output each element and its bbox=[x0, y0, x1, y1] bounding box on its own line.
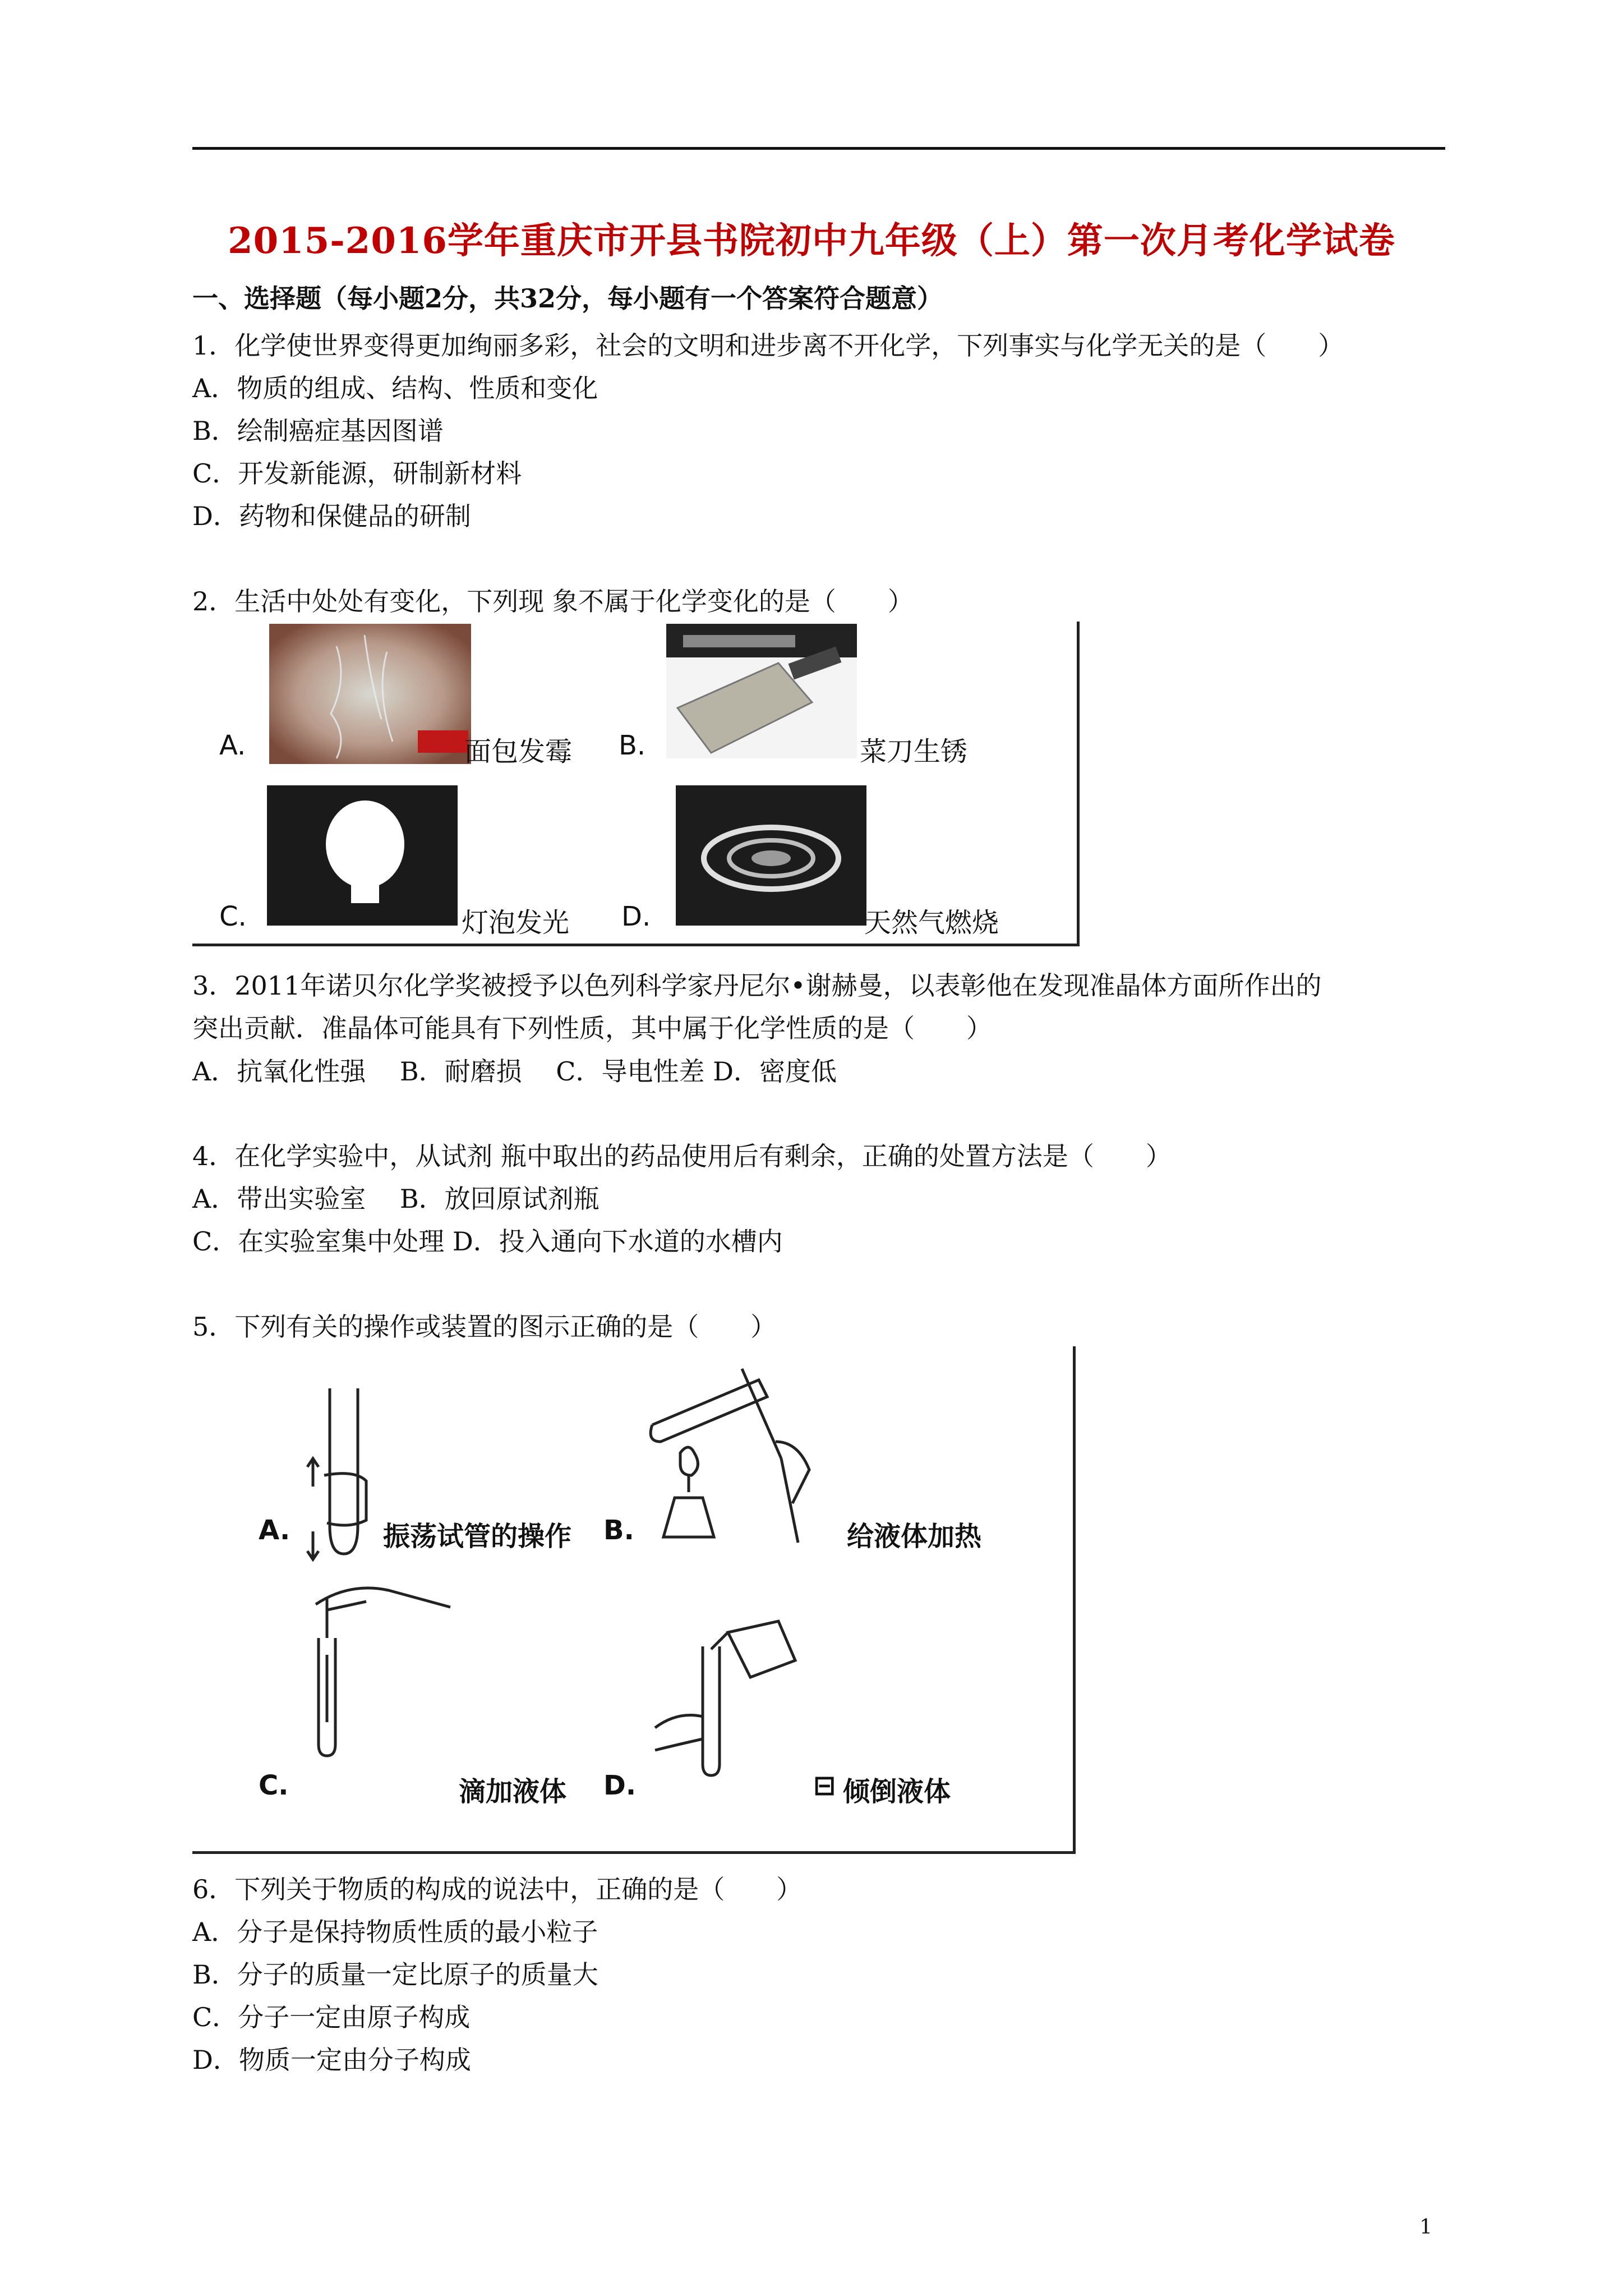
knife-image bbox=[666, 624, 857, 758]
q4-stem: 4．在化学实验中，从试剂 瓶中取出的药品使用后有剩余，正确的处置方法是（ ） bbox=[192, 1141, 1172, 1171]
gas-stove-image bbox=[676, 785, 866, 926]
q6-option-d: D．物质一定由分子构成 bbox=[192, 2045, 471, 2075]
q5-a-letter: A. bbox=[259, 1515, 291, 1546]
q5-d-marker: ⊟ bbox=[813, 1770, 836, 1801]
q5-b-text: 给液体加热 bbox=[847, 1521, 982, 1552]
page-number: 1 bbox=[1419, 2216, 1432, 2239]
section-heading: 一、选择题（每小题2分，共32分，每小题有一个答案符合题意） bbox=[192, 283, 943, 314]
header-rule bbox=[192, 147, 1445, 150]
q5-c-letter: C. bbox=[259, 1770, 289, 1801]
q5-b-letter: B. bbox=[603, 1515, 634, 1546]
exam-title: 2015-2016学年重庆市开县书院初中九年级（上）第一次月考化学试卷 bbox=[228, 220, 1395, 262]
q3-options: A．抗氧化性强 B．耐磨损 C．导电性差 D．密度低 bbox=[192, 1056, 837, 1087]
q6-stem: 6．下列关于物质的构成的说法中，正确的是（ ） bbox=[192, 1874, 803, 1904]
heating-liquid-icon bbox=[641, 1358, 826, 1559]
q2-c-text: 灯泡发光 bbox=[462, 907, 570, 938]
q6-option-b: B．分子的质量一定比原子的质量大 bbox=[192, 1959, 598, 1990]
pouring-liquid-icon bbox=[649, 1616, 806, 1789]
light-bulb-image bbox=[267, 785, 458, 926]
q5-a-text: 振荡试管的操作 bbox=[383, 1521, 572, 1552]
q2-b-text: 菜刀生锈 bbox=[860, 736, 968, 767]
q1-option-a: A．物质的组成、结构、性质和变化 bbox=[192, 373, 598, 403]
q2-c-letter: C. bbox=[219, 901, 247, 932]
q1-option-c: C．开发新能源，研制新材料 bbox=[192, 458, 522, 489]
q5-stem: 5．下列有关的操作或装置的图示正确的是（ ） bbox=[192, 1312, 777, 1342]
q2-stem: 2．生活中处处有变化，下列现 象不属于化学变化的是（ ） bbox=[192, 586, 914, 616]
q1-option-d: D．药物和保健品的研制 bbox=[192, 501, 471, 531]
q4-options-row1: A．带出实验室 B．放回原试剂瓶 bbox=[192, 1184, 600, 1214]
q6-option-a: A．分子是保持物质性质的最小粒子 bbox=[192, 1917, 598, 1947]
q5-figure bbox=[192, 1346, 1076, 1854]
q4-options-row2: C．在实验室集中处理 D．投入通向下水道的水槽内 bbox=[192, 1226, 783, 1257]
q2-a-letter: A. bbox=[219, 730, 246, 761]
q5-d-text: 倾倒液体 bbox=[843, 1776, 951, 1807]
q5-d-letter: D. bbox=[603, 1770, 637, 1801]
q2-d-letter: D. bbox=[621, 901, 651, 932]
q3-stem-line1: 3．2011年诺贝尔化学奖被授予以色列科学家丹尼尔•谢赫曼，以表彰他在发现准晶体方面所作出的 bbox=[192, 970, 1322, 1001]
q2-a-text: 面包发霉 bbox=[464, 736, 573, 767]
q2-figure bbox=[192, 622, 1080, 946]
q6-option-c: C．分子一定由原子构成 bbox=[192, 2002, 471, 2032]
q5-c-text: 滴加液体 bbox=[459, 1776, 567, 1807]
q3-stem-line2: 突出贡献．准晶体可能具有下列性质，其中属于化学性质的是（ ） bbox=[192, 1013, 992, 1043]
q2-b-letter: B. bbox=[619, 730, 646, 761]
q2-d-text: 天然气燃烧 bbox=[864, 907, 999, 938]
q1-option-b: B．绘制癌症基因图谱 bbox=[192, 416, 444, 446]
q1-stem: 1．化学使世界变得更加绚丽多彩，社会的文明和进步离不开化学，下列事实与化学无关的是（ ） bbox=[192, 330, 1344, 361]
dropper-icon bbox=[305, 1576, 473, 1761]
moldy-bread-image bbox=[269, 624, 471, 764]
shaking-tube-icon bbox=[299, 1386, 377, 1576]
